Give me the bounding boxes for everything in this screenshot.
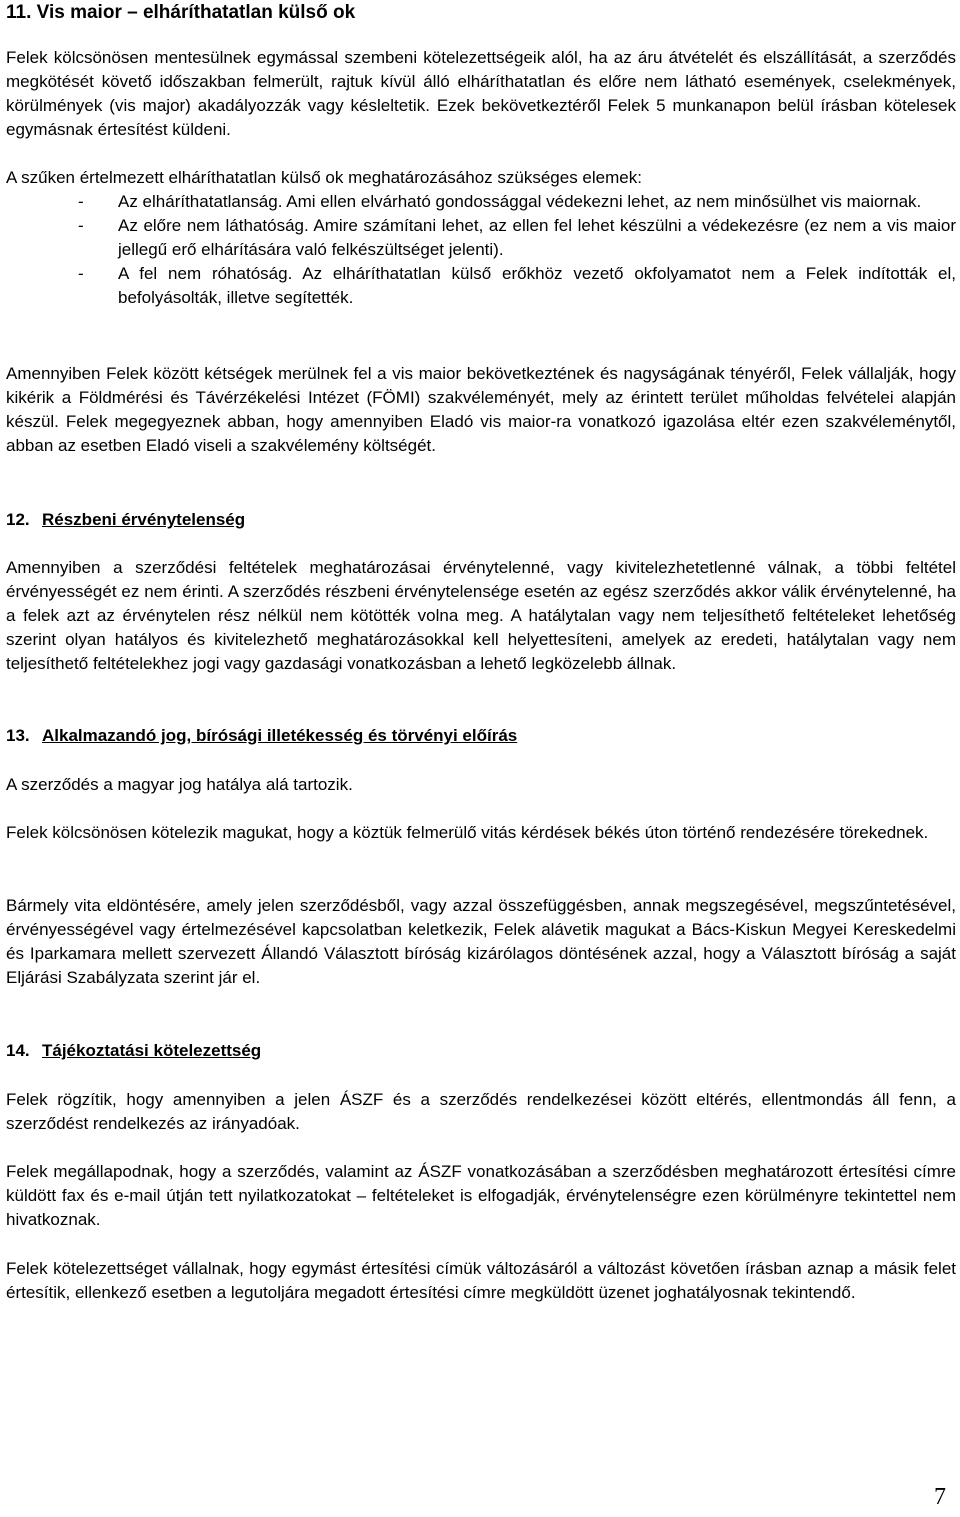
list-item	[6, 214, 956, 262]
section-13-body-1	[6, 773, 956, 797]
elements-list	[6, 190, 956, 310]
list-item-text: Az előre nem láthatóság. Amire számítani lehet, az ellen fel lehet készülni a védekezésre (ez nem a vis maior jellegű erő elhárítására való felkészültséget jelenti).	[118, 216, 956, 259]
page-number: 7	[934, 1484, 946, 1510]
list-item-text: A fel nem róhatóság. Az elháríthatatlan külső erőkhöz vezető okfolyamatot nem a Felek indították el, befolyásolták, illetve segítették.	[118, 264, 956, 307]
vis-maior-intro-paragraph: Felek kölcsönösen mentesülnek egymással szembeni kötelezettségeik alól, ha az áru átvételét és elszállítását, a szerződés megkötését követő időszakban felmerült, rajtuk kívül álló elháríthatatlan és előre nem látható események, cselekmények, körülmények (vis major) akadályozzák vagy késleltetik. Ezek bekövetkeztéről Felek 5 munkanapon belül írásban kötelesek egymásnak értesítést küldeni.	[6, 48, 956, 139]
section-13-title: Alkalmazandó jog, bírósági illetékesség és törvényi előírás	[42, 726, 518, 745]
dash-bullet: -	[78, 216, 84, 235]
section-11-title: 11. Vis maior – elháríthatatlan külső ok	[6, 2, 356, 23]
dash-bullet: -	[78, 192, 84, 211]
section-12-heading	[6, 508, 245, 532]
elements-lead-text: A szűken értelmezett elháríthatatlan külső ok meghatározásához szükséges elemek:	[6, 168, 642, 187]
precedence-paragraph: Felek rögzítik, hogy amennyiben a jelen ÁSZF és a szerződés rendelkezései között eltérés, ellentmondás áll fenn, a szerződést rendelkezés az irányadóak.	[6, 1090, 956, 1133]
section-13-number: 13.	[6, 726, 30, 745]
section-14-number: 14.	[6, 1041, 30, 1060]
section-14-title: Tájékoztatási kötelezettség	[42, 1041, 262, 1060]
notification-address-paragraph: Felek megállapodnak, hogy a szerződés, valamint az ÁSZF vonatkozásában a szerződésben meghatározott értesítési címre küldött fax és e-mail útján tett nyilatkozatokat – feltételeket is elfogadják, érvénytelenségre ezen körülményre tekintettel nem hivatkoznak.	[6, 1162, 956, 1229]
section-12-title: Részbeni érvénytelenség	[42, 510, 246, 529]
address-change-paragraph: Felek kötelezettséget vállalnak, hogy egymást értesítési címük változásáról a változást követően írásban aznap a másik felet értesítik, ellenkező esetben a legutoljára megadott értesítési címre megküldött üzenet joghatályosnak tekintendő.	[6, 1259, 956, 1302]
amicable-settlement-paragraph: Felek kölcsönösen kötelezik magukat, hogy a köztük felmerülő vitás kérdések békés úton történő rendezésére törekednek.	[6, 823, 929, 842]
list-item	[6, 190, 956, 214]
expert-opinion-paragraph: Amennyiben Felek között kétségek merülnek fel a vis maior bekövetkeztének és nagyságának tényéről, Felek vállalják, hogy kikérik a Földmérési és Távérzékelési Intézet (FÖMI) szakvéleményét, mely az érintett terület műholdas felvételei alapján készül. Felek megegyeznek abban, hogy amennyiben Eladó vis maior-ra vonatkozó igazolása eltér ezen szakvéleménytől, abban az esetben Eladó viseli a szakvélemény költségét.	[6, 364, 956, 455]
section-14-body-1	[6, 1088, 956, 1136]
governing-law-paragraph: A szerződés a magyar jog hatálya alá tartozik.	[6, 775, 353, 794]
section-14-body-3	[6, 1257, 956, 1305]
section-11-intro	[6, 46, 956, 142]
expert-opinion-block	[6, 362, 956, 458]
dash-bullet: -	[78, 264, 84, 283]
vis-maior-elements	[6, 166, 956, 310]
section-14-body-2	[6, 1160, 956, 1232]
section-13-body-3	[6, 894, 956, 990]
section-12-number: 12.	[6, 510, 30, 529]
section-13-heading	[6, 724, 517, 748]
section-14-heading	[6, 1039, 261, 1063]
partial-invalidity-paragraph: Amennyiben a szerződési feltételek meghatározásai érvénytelenné, vagy kivitelezhetetlenné válnak, a többi feltétel érvényességét ez nem érinti. A szerződés részbeni érvénytelensége esetén az egész szerződés akkor válik érvénytelenné, ha a felek azt az érvénytelen rész nélkül nem kötötték volna meg. A hatálytalan vagy nem teljesíthető feltételeket lehetőség szerint olyan hatályos és kivitelezhető meghatározásokkal kell helyettesíteni, amelyek az eredeti, hatálytalan vagy nem teljesíthető feltételekhez jogi vagy gazdasági vonatkozásban a lehető legközelebb állnak.	[6, 558, 956, 673]
arbitration-paragraph: Bármely vita eldöntésére, amely jelen szerződésből, vagy azzal összefüggésben, annak megszegésével, megszűntetésével, érvényességével vagy értelmezésével kapcsolatban keletkezik, Felek alávetik magukat a Bács-Kiskun Megyei Kereskedelmi és Iparkamara mellett szervezett Állandó Választott bíróság kizárólagos döntésének azzal, hogy a Választott bíróság a saját Eljárási Szabályzata szerint jár el.	[6, 896, 956, 987]
section-12-body	[6, 556, 956, 676]
list-item	[6, 262, 956, 310]
section-13-body-2	[6, 821, 956, 845]
list-item-text: Az elháríthatatlanság. Ami ellen elvárható gondossággal védekezni lehet, az nem minősülhet vis maiornak.	[118, 192, 922, 211]
